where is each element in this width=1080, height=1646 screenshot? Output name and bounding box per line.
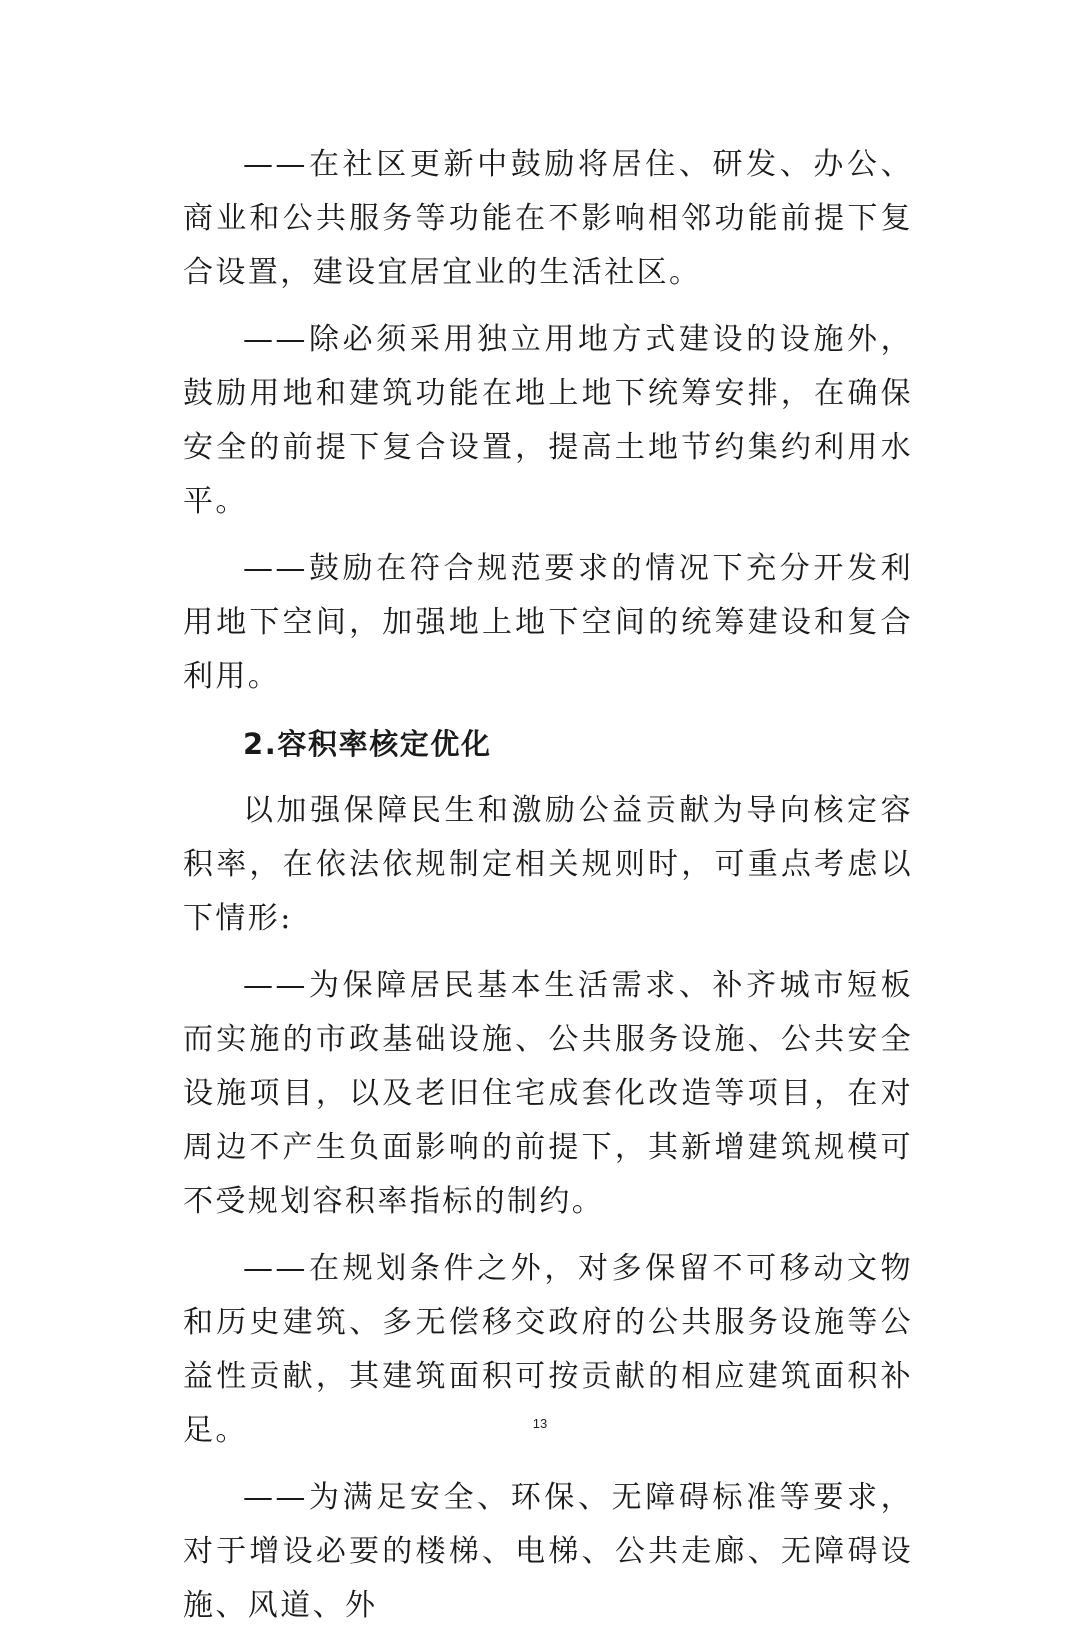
paragraph-basic-needs: ——为保障居民基本生活需求、补齐城市短板而实施的市政基础设施、公共服务设施、公共安全设施项目，以及老旧住宅成套化改造等项目，在对周边不产生负面影响的前提下，其新增建筑规模可不受规划容积率指标的制约。 bbox=[183, 968, 913, 1219]
section-heading: 2.容积率核定优化 bbox=[243, 727, 492, 761]
paragraph-safety-standards: ——为满足安全、环保、无障碍标准等要求，对于增设必要的楼梯、电梯、公共走廊、无障碍设施、风道、外 bbox=[183, 1480, 913, 1623]
paragraph-public-contribution: ——在规划条件之外，对多保留不可移动文物和历史建筑、多无偿移交政府的公共服务设施等公益性贡献，其建筑面积可按贡献的相应建筑面积补足。 bbox=[183, 1251, 913, 1448]
paragraph-land-use: ——除必须采用独立用地方式建设的设施外，鼓励用地和建筑功能在地上地下统筹安排，在确保安全的前提下复合设置，提高土地节约集约利用水平。 bbox=[183, 322, 913, 519]
paragraph-community-renewal: ——在社区更新中鼓励将居住、研发、办公、商业和公共服务等功能在不影响相邻功能前提下复合设置，建设宜居宜业的生活社区。 bbox=[183, 147, 913, 290]
page-number: 13 bbox=[532, 1416, 548, 1431]
paragraph-far-intro: 以加强保障民生和激励公益贡献为导向核定容积率，在依法依规制定相关规则时，可重点考虑以下情形: bbox=[183, 793, 913, 936]
paragraph-underground-space: ——鼓励在符合规范要求的情况下充分开发利用地下空间，加强地上地下空间的统筹建设和复合利用。 bbox=[183, 551, 913, 694]
